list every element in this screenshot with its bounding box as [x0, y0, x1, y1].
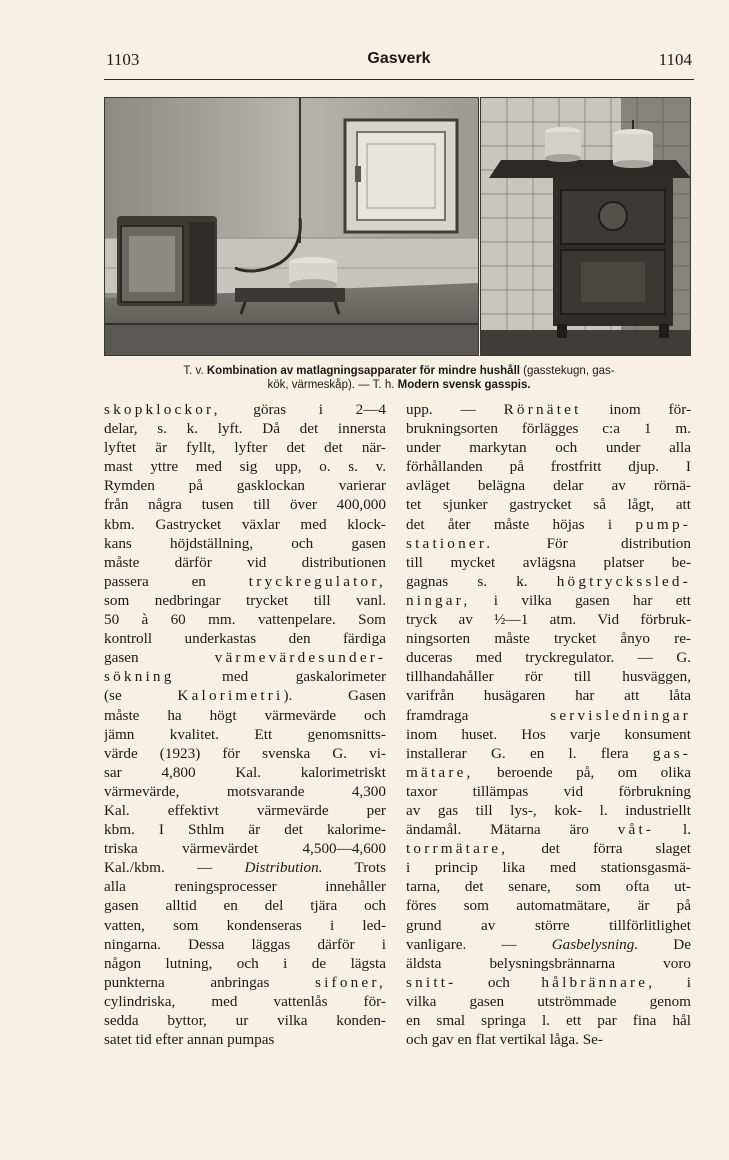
text-line — [104, 877, 386, 896]
text-segment: värmevärde, motsvarande 4,300 — [104, 782, 386, 800]
text-segment: kbm. Gastrycket växlar med klock- — [104, 515, 386, 533]
text-segment: (se — [104, 687, 178, 705]
photo-gas-appliances — [104, 97, 479, 356]
text-segment: kbm. I Sthlm är det kalorime- — [104, 821, 386, 839]
text-segment: cylindriska, med vattenlås för- — [104, 992, 386, 1010]
text-segment: Kal./kbm. — — [104, 859, 245, 877]
caption-line1-bold: Kombination av matlagningsapparater för mindre hushåll — [206, 365, 520, 377]
text-segment: föres som automatmätare, är på — [406, 897, 691, 915]
running-header — [104, 48, 694, 74]
spaced-term: torrmätare, — [406, 840, 509, 858]
text-segment: tet sjunker gastrycket så lågt, att — [406, 496, 691, 514]
spaced-term: Rörnätet — [503, 401, 582, 418]
text-line — [104, 457, 386, 476]
text-segment: lyftet är fyllt, lyfter det det när- — [104, 439, 386, 457]
text-segment: ningarna. Dessa läggas därför i — [104, 935, 386, 953]
text-segment: under markytan och under alla — [406, 439, 691, 457]
text-segment: tryck av ½—1 atm. Vid förbruk- — [406, 611, 691, 629]
text-column-left — [104, 400, 386, 1049]
text-segment: grund av större tillförlitlighet — [406, 916, 691, 934]
text-line — [406, 896, 691, 915]
text-line — [104, 801, 386, 820]
text-line — [104, 1030, 386, 1049]
text-segment: det förra slaget — [508, 840, 691, 858]
text-segment: Trots — [322, 859, 386, 877]
caption-line1-prefix: T. v. — [183, 365, 207, 377]
text-segment: i — [655, 973, 691, 991]
caption-line1-suffix: (gasstekugn, gas- — [519, 365, 615, 377]
text-segment: passera en — [104, 572, 249, 590]
text-segment: måste därför vid distributionen — [104, 553, 386, 571]
text-segment: och gav en flat vertikal låga. Se- — [406, 1031, 603, 1049]
spaced-term: stationer. — [406, 534, 494, 552]
text-segment: vilka gasen utströmmade genom — [406, 992, 691, 1010]
text-segment: installerar G. en l. flera — [406, 744, 653, 762]
spaced-term: ningar, — [406, 591, 471, 609]
text-line — [104, 553, 386, 572]
text-segment: brukningsorten förlägges c:a 1 m. — [406, 420, 691, 438]
text-segment: 50 à 60 mm. vattenpelare. Som — [104, 611, 386, 629]
header-rule — [104, 79, 694, 80]
text-line — [406, 820, 691, 839]
spaced-term: mätare, — [406, 763, 474, 781]
photo-gas-appliances-image — [105, 98, 478, 355]
text-segment: göras i 2—4 — [220, 401, 386, 418]
text-segment: ändamål. Mätarna äro — [406, 821, 618, 839]
text-line — [406, 801, 691, 820]
text-line — [104, 992, 386, 1011]
photo-modern-gas-stove-image — [481, 98, 690, 355]
text-segment: inom för- — [581, 401, 691, 418]
text-line — [406, 591, 691, 610]
text-segment: från några tusen till över 400,000 — [104, 496, 386, 514]
text-segment: i vilka gasen har ett — [470, 591, 691, 609]
text-line — [406, 877, 691, 896]
text-line — [104, 858, 386, 877]
text-segment: kans höjdställning, och gasen — [104, 534, 386, 552]
text-line — [104, 896, 386, 915]
text-line — [406, 858, 691, 877]
text-line — [406, 725, 691, 744]
italic-term: Distribution. — [244, 859, 323, 877]
text-line — [406, 610, 691, 629]
text-segment: beroende på, om olika — [473, 763, 691, 781]
text-line — [406, 438, 691, 457]
spaced-term: servisledningar — [550, 706, 691, 724]
text-line — [104, 954, 386, 973]
text-line — [104, 763, 386, 782]
text-line — [406, 667, 691, 686]
text-segment: sedda byttor, ur vilka konden- — [104, 1012, 386, 1029]
text-line — [406, 1030, 691, 1049]
text-segment: taxor tillämpas vid förbrukning — [406, 782, 691, 800]
spaced-term: snitt- — [406, 973, 457, 991]
spaced-term: värmevärdesunder- — [214, 649, 386, 667]
text-line — [406, 495, 691, 514]
text-segment: kontroll underkastas den färdiga — [104, 630, 386, 648]
text-line — [104, 438, 386, 457]
spaced-term: sökning — [104, 668, 175, 686]
page-number-right: 1104 — [658, 50, 692, 69]
spaced-term: gas- — [652, 744, 691, 762]
text-segment: tillhandahåller rör till husväggen, — [406, 668, 691, 686]
text-line — [104, 400, 386, 419]
spaced-term: hålbrännare, — [541, 973, 656, 991]
text-segment: sar 4,800 Kal. kalorimetriskt — [104, 763, 386, 781]
text-segment: värde (1923) för svenska G. vi- — [104, 744, 386, 762]
caption-line2-bold: Modern svensk gasspis. — [397, 379, 531, 391]
text-line — [104, 935, 386, 954]
text-line — [406, 1011, 691, 1030]
text-line — [406, 515, 691, 534]
text-segment: gagnas s. k. — [406, 572, 557, 590]
text-segment: tarna, det senare, som ofta ut- — [406, 878, 691, 896]
text-line — [406, 954, 691, 973]
text-line — [104, 686, 386, 705]
text-segment: l. — [654, 821, 691, 839]
text-segment: vatten, som kondenseras i led- — [104, 916, 386, 934]
text-segment: någon lutning, och i de lägsta — [104, 954, 386, 972]
text-line — [104, 648, 386, 667]
text-segment: till mycket avlägsna platser be- — [406, 553, 691, 571]
text-segment: framdraga — [406, 706, 551, 724]
text-line — [406, 992, 691, 1011]
text-line — [406, 935, 691, 954]
text-segment: måste ha högt värmevärde och — [104, 706, 386, 724]
spaced-term: våt- — [617, 821, 655, 839]
text-segment: förhållanden på frostfritt djup. I — [406, 458, 691, 476]
text-line — [406, 476, 691, 495]
text-segment: jämn kvalitet. Ett genomsnitts- — [104, 725, 386, 743]
spaced-term: skopklockor, — [104, 401, 221, 418]
text-line — [104, 839, 386, 858]
text-segment: och — [456, 973, 542, 991]
text-segment: med gaskalorimeter — [174, 668, 386, 686]
text-line — [406, 839, 691, 858]
text-segment: alla reningsprocesser innehåller — [104, 878, 386, 896]
photo-modern-gas-stove — [480, 97, 691, 356]
text-line — [406, 400, 691, 419]
text-line — [406, 553, 691, 572]
text-column-right — [406, 400, 691, 1049]
text-line — [104, 591, 386, 610]
text-segment: det åter måste höjas i — [406, 515, 636, 533]
running-title: Gasverk — [367, 50, 431, 67]
text-line — [406, 973, 691, 992]
spaced-term: tryckregulator, — [248, 572, 386, 590]
text-segment: mast yttre med sig upp, o. s. v. — [104, 458, 386, 476]
text-segment: ningsorten måste trycket ånyo re- — [406, 630, 691, 648]
text-line — [406, 706, 691, 725]
text-line — [104, 610, 386, 629]
text-segment: duceras med tryckregulator. — G. — [406, 649, 691, 667]
text-line — [406, 782, 691, 801]
text-line — [104, 667, 386, 686]
text-line — [406, 916, 691, 935]
spaced-term: högtryckssled- — [556, 572, 691, 590]
figure-caption — [104, 364, 694, 392]
text-line — [406, 629, 691, 648]
text-line — [104, 916, 386, 935]
text-segment: inom huset. Hos varje konsument — [406, 725, 691, 743]
text-line — [104, 572, 386, 591]
text-segment: en smal springa l. ett par fina hål — [406, 1012, 691, 1029]
page-number-left: 1103 — [106, 50, 140, 69]
text-segment: äldsta belysningsbrännarna voro — [406, 954, 691, 972]
text-line — [104, 515, 386, 534]
text-line — [104, 495, 386, 514]
text-line — [104, 476, 386, 495]
italic-term: Gasbelysning. — [551, 935, 639, 953]
text-segment: ). Gasen — [283, 687, 386, 705]
text-segment: För distribution — [493, 534, 691, 552]
text-line — [406, 419, 691, 438]
text-segment: vanligare. — — [406, 935, 552, 953]
text-segment: avläget belägna delar av rörnä- — [406, 477, 691, 495]
text-segment: gasen alltid en del tjära och — [104, 897, 386, 915]
text-segment: Rymden på gasklockan varierar — [104, 477, 386, 495]
text-segment: gasen — [104, 649, 215, 667]
text-segment: i princip lika med stationsgasmä- — [406, 859, 691, 877]
text-line — [104, 419, 386, 438]
text-segment: som nedbringar trycket till vanl. — [104, 591, 386, 609]
spaced-term: sifoner, — [315, 973, 386, 991]
spaced-term: pump- — [635, 515, 691, 533]
text-segment: Kal. effektivt värmevärde per — [104, 801, 386, 819]
text-line — [104, 534, 386, 553]
text-line — [104, 744, 386, 763]
text-line — [406, 534, 691, 553]
text-segment: satet tid efter annan pumpas — [104, 1031, 275, 1049]
text-segment: delar, s. k. lyft. Då det innersta — [104, 420, 386, 438]
text-line — [104, 973, 386, 992]
text-segment: De — [638, 935, 691, 953]
text-segment: upp. — — [406, 401, 504, 418]
text-line — [104, 725, 386, 744]
text-line — [406, 457, 691, 476]
text-segment: varifrån husägaren har att låta — [406, 687, 691, 705]
spaced-term: Kalorimetri — [177, 687, 284, 705]
text-line — [406, 686, 691, 705]
text-segment: punkterna anbringas — [104, 973, 316, 991]
text-line — [406, 572, 691, 591]
text-line — [406, 763, 691, 782]
text-line — [406, 648, 691, 667]
text-line — [104, 706, 386, 725]
text-segment: triska värmevärdet 4,500—4,600 — [104, 840, 386, 858]
text-line — [104, 820, 386, 839]
text-line — [104, 629, 386, 648]
text-line — [104, 1011, 386, 1030]
text-segment: av gas till lys-, kok- l. industriellt — [406, 801, 691, 819]
text-line — [104, 782, 386, 801]
caption-line2-prefix: kök, värmeskåp). — T. h. — [267, 379, 398, 391]
text-line — [406, 744, 691, 763]
